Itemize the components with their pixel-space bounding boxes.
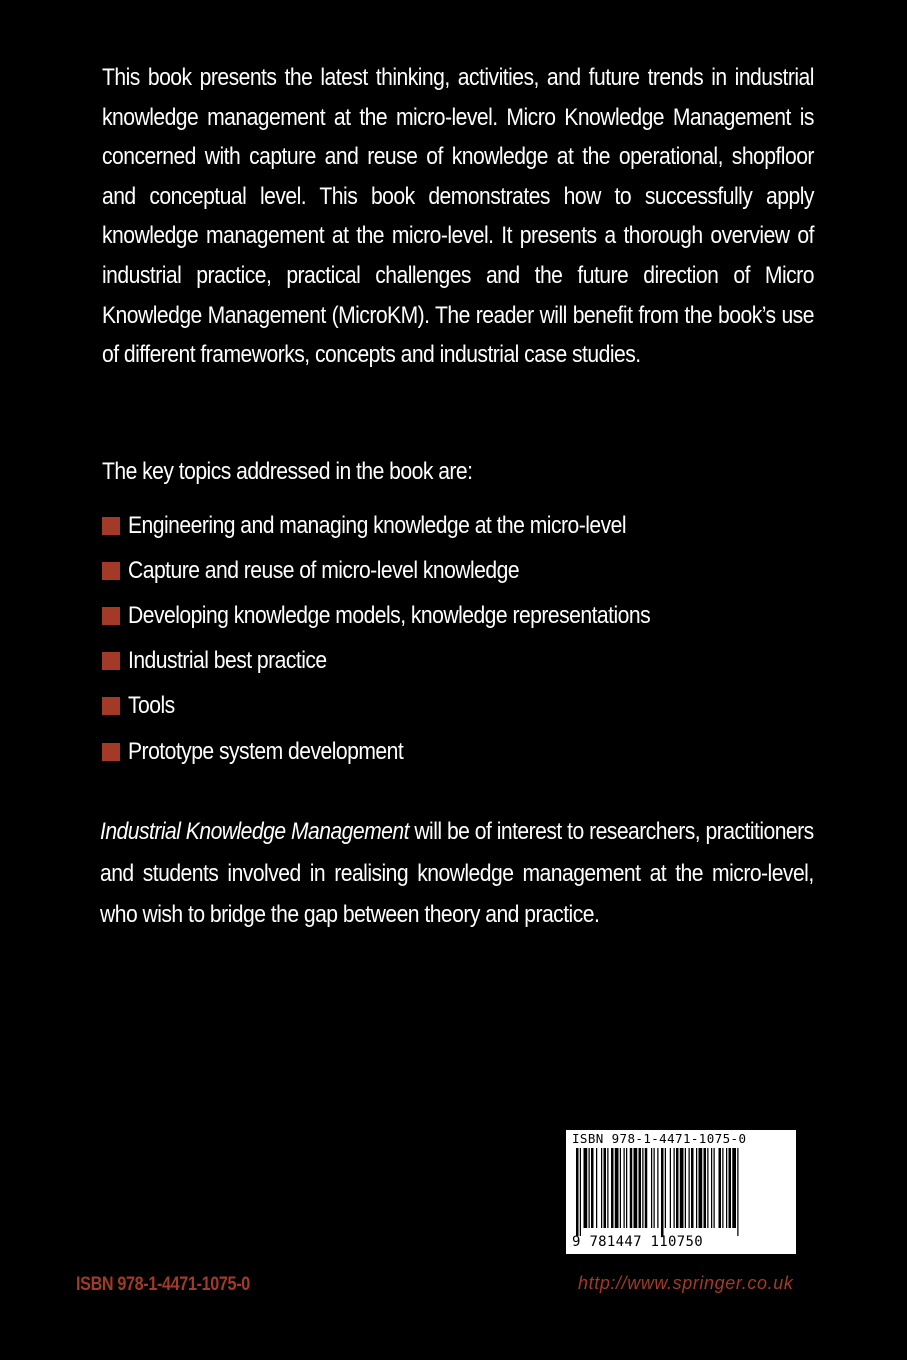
barcode-bar — [580, 1148, 581, 1236]
barcode-bar — [670, 1148, 671, 1228]
description-paragraph: This book presents the latest thinking, activities, and future trends in industrial knowledge management at the micro-level. Micro Knowledge Management is concerned with capture and reuse of knowledge at the operational, shopfloor and conceptual level. This book demonstrates how to successfully apply knowledge management at the micro-level. It presents a thorough overview of industrial practice, practical challenges and the future direction of Micro Knowledge Management (MicroKM). The reader will benefit from the book’s use of different frameworks, concepts and industrial case studies. — [102, 64, 814, 369]
square-bullet-icon — [102, 743, 120, 761]
barcode-bar — [711, 1148, 712, 1228]
barcode-bar — [654, 1148, 655, 1228]
barcode-bar — [674, 1148, 675, 1228]
barcode-bar — [596, 1148, 597, 1228]
barcode-bar — [722, 1148, 723, 1228]
barcode-bar — [624, 1148, 625, 1228]
barcode-bar — [665, 1148, 666, 1228]
barcode-bar — [620, 1148, 621, 1228]
barcode-bar — [707, 1148, 708, 1228]
barcode-bar — [607, 1148, 608, 1228]
square-bullet-icon — [102, 652, 120, 670]
topic-label: Industrial best practice — [128, 647, 327, 675]
barcode-bar — [732, 1148, 736, 1228]
barcode-isbn-label: ISBN 978-1-4471-1075-0 — [572, 1131, 747, 1146]
barcode-bar — [661, 1148, 664, 1236]
topic-label: Developing knowledge models, knowledge representations — [128, 601, 651, 629]
barcode-bar — [719, 1148, 722, 1228]
barcode-bar — [601, 1148, 602, 1228]
topic-item — [102, 593, 721, 638]
topic-item — [102, 548, 721, 593]
barcode-bar — [704, 1148, 707, 1228]
barcode-bar — [634, 1148, 638, 1228]
topic-label: Capture and reuse of micro-level knowledge — [128, 556, 520, 584]
book-title: Industrial Knowledge Management — [100, 818, 409, 845]
publisher-url: http://www.springer.co.uk — [578, 1273, 794, 1293]
closing-text: will be of interest to researchers, practitioners and students involved in realising knowledge management at the micro-level, who wish to bridge the gap between theory and practice. — [100, 818, 814, 928]
topic-item — [102, 503, 721, 548]
barcode-bar — [714, 1148, 715, 1228]
topics-heading: The key topics addressed in the book are: — [102, 458, 473, 485]
barcode-bar — [626, 1148, 627, 1228]
barcode-bar — [685, 1148, 686, 1228]
barcode-bar — [680, 1148, 684, 1228]
isbn-footer: ISBN 978-1-4471-1075-0 — [76, 1274, 250, 1295]
barcode-bar — [615, 1148, 619, 1228]
topic-label: Engineering and managing knowledge at the micro-level — [128, 511, 626, 539]
square-bullet-icon — [102, 517, 120, 535]
square-bullet-icon — [102, 607, 120, 625]
barcode-bar — [699, 1148, 703, 1228]
barcode-bar — [591, 1148, 594, 1228]
barcode-bar — [642, 1148, 643, 1228]
topic-item — [102, 639, 721, 684]
topic-label: Tools — [128, 692, 175, 720]
barcode-bar — [576, 1148, 579, 1236]
topic-item — [102, 729, 721, 774]
topic-label: Prototype system development — [128, 737, 404, 765]
barcode-bar — [726, 1148, 727, 1228]
topics-list — [102, 503, 721, 774]
barcode-bar — [584, 1148, 588, 1228]
barcode-bar — [651, 1148, 652, 1228]
barcode-bar — [737, 1148, 738, 1236]
barcode — [566, 1130, 796, 1254]
square-bullet-icon — [102, 697, 120, 715]
barcode-bar — [729, 1148, 732, 1228]
barcode-bar — [611, 1148, 614, 1228]
barcode-bar — [645, 1148, 648, 1228]
topic-item — [102, 684, 721, 729]
barcode-bar — [676, 1148, 679, 1228]
barcode-digits: 9 781447 110750 — [572, 1234, 703, 1250]
barcode-bar — [589, 1148, 590, 1228]
barcode-bar — [630, 1148, 633, 1228]
barcode-bars-icon — [572, 1148, 792, 1236]
closing-paragraph — [100, 811, 814, 936]
barcode-bar — [604, 1148, 607, 1228]
barcode-bar — [657, 1148, 658, 1228]
barcode-bar — [639, 1148, 642, 1228]
barcode-bar — [691, 1148, 694, 1228]
barcode-bar — [689, 1148, 690, 1228]
barcode-bar — [696, 1148, 697, 1228]
square-bullet-icon — [102, 562, 120, 580]
